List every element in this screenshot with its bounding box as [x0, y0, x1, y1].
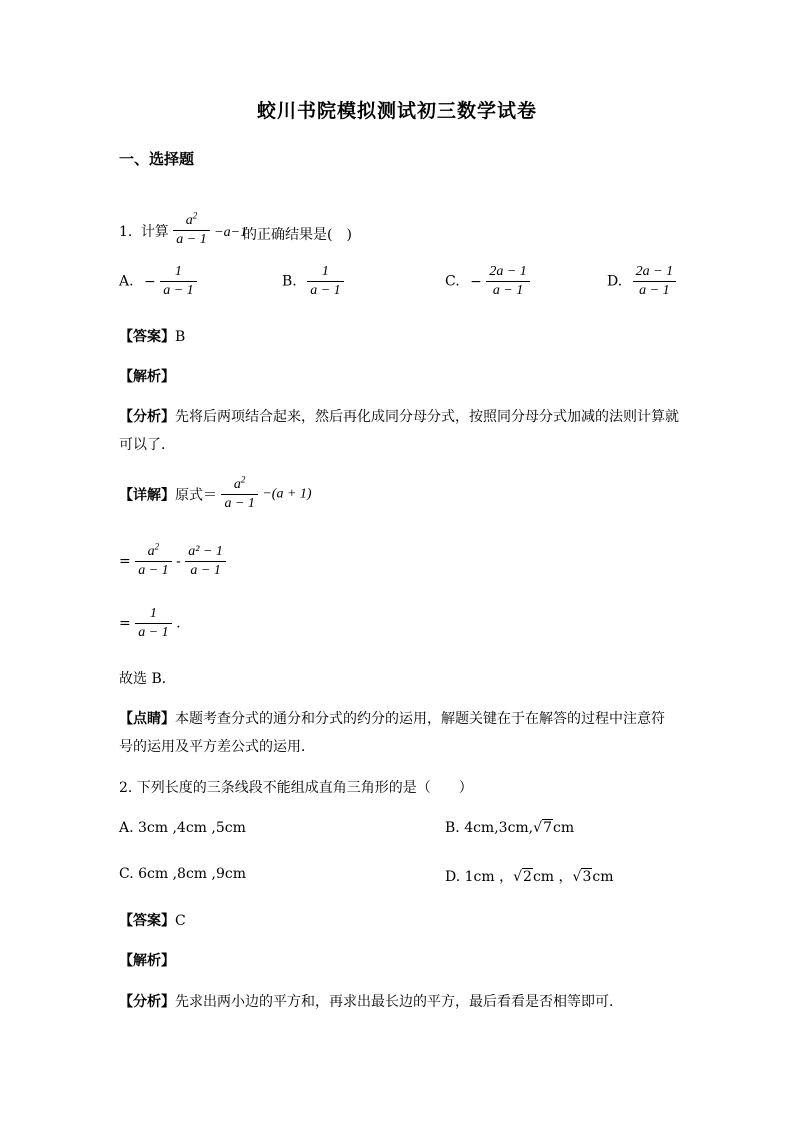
dianjing-line-1: 【点睛】本题考查分式的通分和分式的约分的运用，解题关键在于在解答的过程中注意符 [119, 711, 665, 727]
dianjing-line-2: 号的运用及平方差公式的运用． [119, 739, 315, 755]
option-d: D. $\frac{2a - 1}{a - 1}$ [607, 265, 676, 298]
answer-line-2: 【答案】C [119, 913, 186, 929]
question-prefix: 计算 [140, 224, 169, 240]
stem-fraction: $\frac{a^2}{a - 1}$ [173, 214, 209, 247]
fenxi-line-q2: 【分析】先求出两小边的平方和，再求出最长边的平方，最后看看是否相等即可． [119, 994, 623, 1010]
question-2-stem: 2. 下列长度的三条线段不能组成直角三角形的是（ ） [119, 780, 473, 796]
q2-option-c: C. 6cm ,8cm ,9cm [119, 866, 246, 882]
jiexi-tag-2: 【解析】 [119, 953, 175, 969]
fenxi-line-2: 可以了． [119, 437, 175, 453]
q2-option-d: D. 1cm ，√2cm ，√3cm [445, 869, 614, 885]
fenxi-line-1: 【分析】先将后两项结合起来，然后再化成同分母分式，按照同分母分式加减的法则计算就 [119, 409, 679, 425]
option-a: A. − $\frac{1}{a - 1}$ [119, 265, 197, 298]
page-title: 蛟川书院模拟测试初三数学试卷 [256, 100, 537, 122]
q2-option-b: B. 4cm,3cm,√7cm [445, 820, 575, 836]
stem-tail: −a−1 [214, 225, 248, 240]
answer-line-1: 【答案】B [119, 329, 186, 345]
question-1-stem [119, 196, 247, 247]
q2-option-a: A. 3cm ,4cm ,5cm [119, 820, 246, 836]
step-2: = $\frac{a^2}{a - 1}$ - $\frac{\text{a² − 1}}{a - 1}$ [119, 545, 226, 578]
jiexi-tag-1: 【解析】 [119, 369, 175, 385]
question-1-suffix: 的正确结果是( ) [243, 227, 352, 243]
xiangjie-line: 【详解】原式＝ $\frac{a^2}{a - 1}$ −(a + 1) [119, 474, 312, 511]
section-heading: 一、选择题 [119, 150, 195, 168]
step-3: = $\frac{1}{a - 1}$ . [119, 606, 181, 640]
option-b: B. $\frac{1}{a - 1}$ [282, 265, 344, 298]
conclusion: 故选 B． [119, 671, 176, 687]
question-number: 1. [119, 224, 133, 240]
option-c: C. − $\frac{2a - 1}{a - 1}$ [445, 265, 530, 298]
